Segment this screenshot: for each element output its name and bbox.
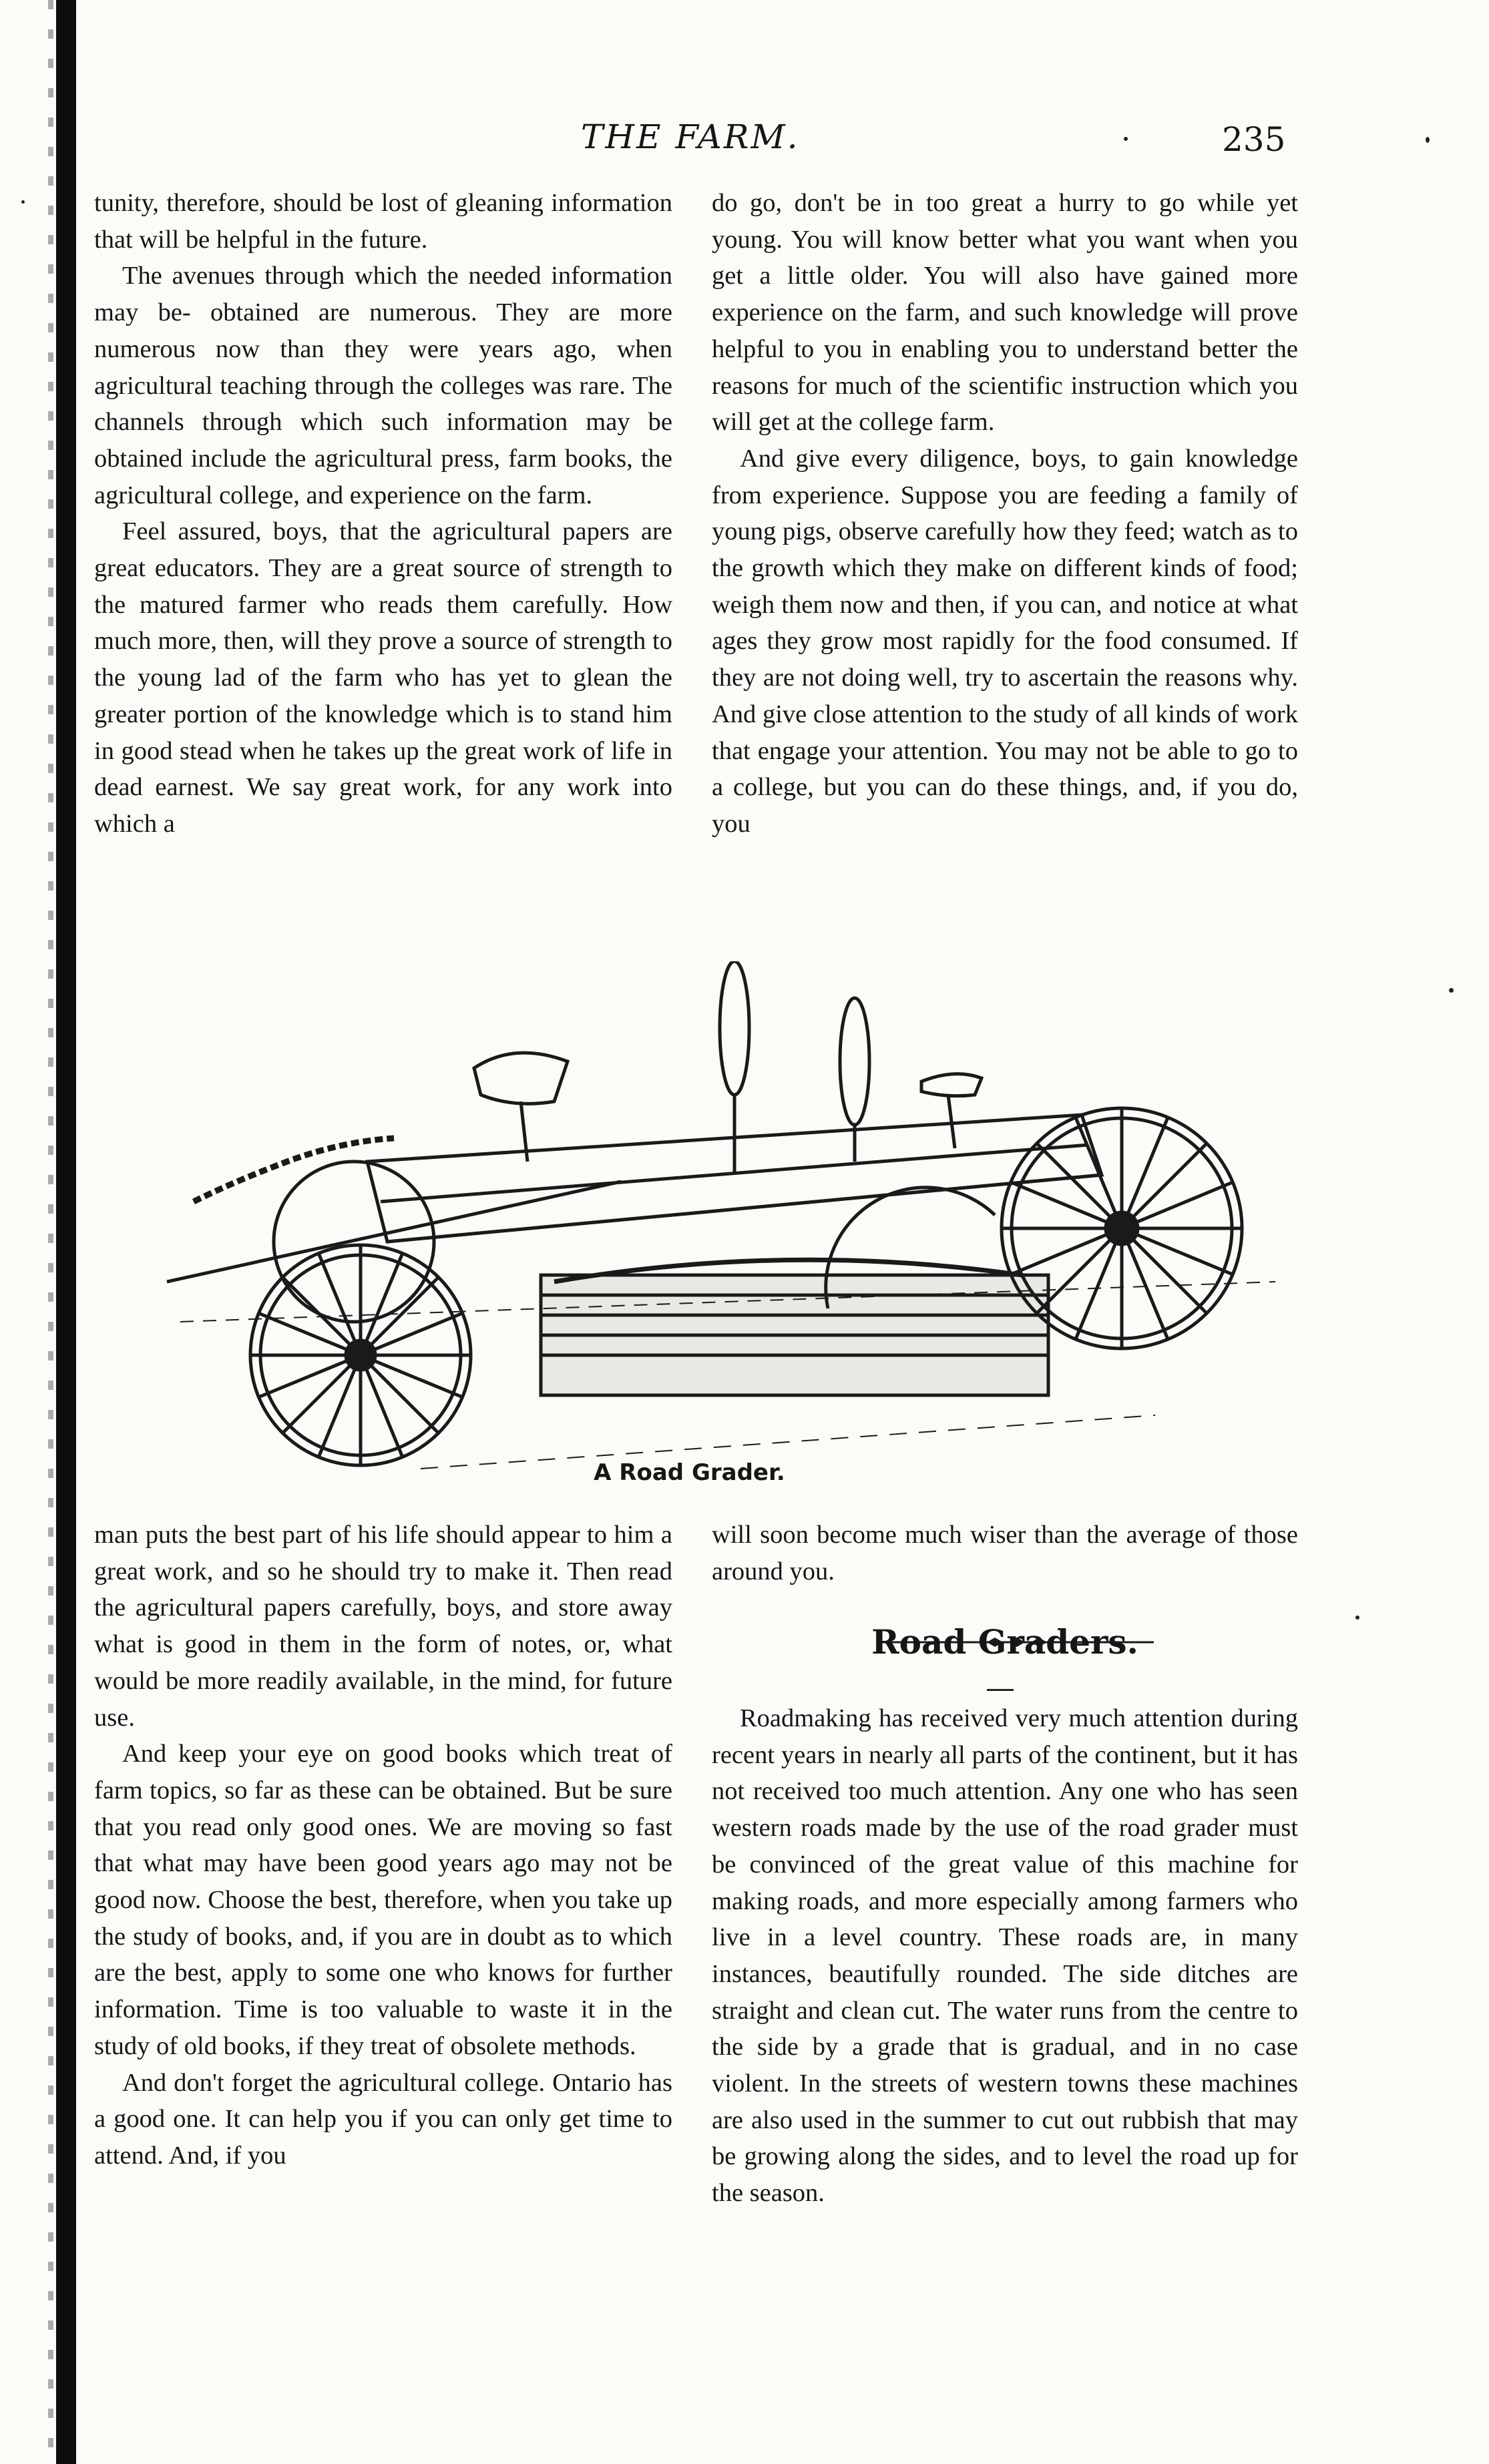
scan-speck: [21, 200, 25, 204]
paragraph: will soon become much wiser than the average of those around you.: [712, 1521, 1298, 1585]
chain: [194, 1138, 394, 1202]
lower-right-column-body: [712, 1700, 1298, 2212]
paragraph: man puts the best part of his life should appear to him a great work, and so he should try to make it. Then read the agricultural papers carefully, boys, and store away what is good in them in the form of notes, or, what would be more readily available, in the mind, for future use.: [94, 1521, 672, 1732]
paragraph: do go, don't be in too great a hurry to go while yet young. You will know better what you want when you get a little older. You will also have gained more experience on the farm, and such knowledge will prove helpful to you in enabling you to understand better the reasons for much of the scientific instruction which you will get at the college farm.: [712, 189, 1298, 437]
heading-rule: [987, 1689, 1014, 1691]
page-number: 235: [1222, 120, 1286, 159]
operator-seat: [921, 1074, 982, 1096]
scan-speck: [1124, 137, 1128, 141]
lower-right-column-lead: [712, 1517, 1298, 1589]
scan-speck: [1355, 1616, 1359, 1620]
running-title: THE FARM.: [581, 117, 800, 156]
paragraph: And keep your eye on good books which treat of farm topics, so far as these can be obtained. But be sure that you read only good ones. We are moving so fast that what may have been good years ago may not be good now. Choose the best, therefore, when you take up the study of books, and, if you are in doubt as to which are the best, apply to some one who knows for further information. Time is too valuable to waste it in the study of old books, if they treat of obsolete methods.: [94, 1740, 672, 2060]
figure-caption: A Road Grader.: [594, 1459, 785, 1486]
paragraph: And don't forget the agricultural college. Ontario has a good one. It can help you if you can only get time to attend. And, if you: [94, 2068, 672, 2170]
paragraph: And give every diligence, boys, to gain knowledge from experience. Suppose you are feeding a family of young pigs, observe carefully how they feed; watch as to the growth which they make on different kinds of food; weigh them now and then, if you can, and notice at what ages they grow most rapidly for the food consumed. If they are not doing well, try to ascertain the reasons why. And give close attention to the study of all kinds of work that engage your attention. You may not be able to go to a college, but you can do these things, and, if you do, you: [712, 444, 1298, 838]
steering-wheel: [720, 961, 749, 1095]
scan-speck: [1449, 988, 1454, 993]
upper-left-column: [94, 185, 672, 842]
rear-wheel-spokes: [1002, 1108, 1242, 1348]
paragraph: tunity, therefore, should be lost of gleaning information that will be helpful in the future.: [94, 189, 672, 254]
lower-left-column: [94, 1517, 672, 2174]
scan-edge-shadow: [56, 0, 76, 2464]
upper-right-column: [712, 185, 1298, 842]
paragraph: Feel assured, boys, that the agricultural papers are great educators. They are a great source of strength to the matured farmer who reads them carefully. How much more, then, will they prove a source of strength to the young lad of the farm who has yet to glean the greater portion of the knowledge which is to stand him in good stead when he takes up the great work of life in dead earnest. We say great work, for any work into which a: [94, 517, 672, 838]
tongue-beam: [167, 1182, 621, 1282]
operator-seat: [474, 1053, 568, 1103]
paragraph: The avenues through which the needed information may be- obtained are numerous. They are more numerous now than they were years ago, when agricultural teaching through the colleges was rare. The channels through which such information may be obtained include the agricultural press, farm books, the agricultural college, and experience on the farm.: [94, 262, 672, 509]
paragraph: Roadmaking has received very much attention during recent years in nearly all parts of the continent, but it has not received too much attention. Any one who has seen western roads made by the use of the road grader must be convinced of the great value of this machine for making roads, and more especially among farmers who live in a level country. These roads are, in many instances, beautifully rounded. The side ditches are straight and clean cut. The water runs from the centre to the side by a grade that is gradual, and in no case violent. In the streets of western towns these machines are also used in the summer to cut out rubbish that may be growing along the sides, and to level the road up for the season.: [712, 1704, 1298, 2208]
steering-wheel: [840, 998, 869, 1125]
scan-speck: [1426, 137, 1430, 143]
section-heading: Road Graders.: [871, 1622, 1138, 1662]
road-grader-engraving: [154, 961, 1289, 1475]
